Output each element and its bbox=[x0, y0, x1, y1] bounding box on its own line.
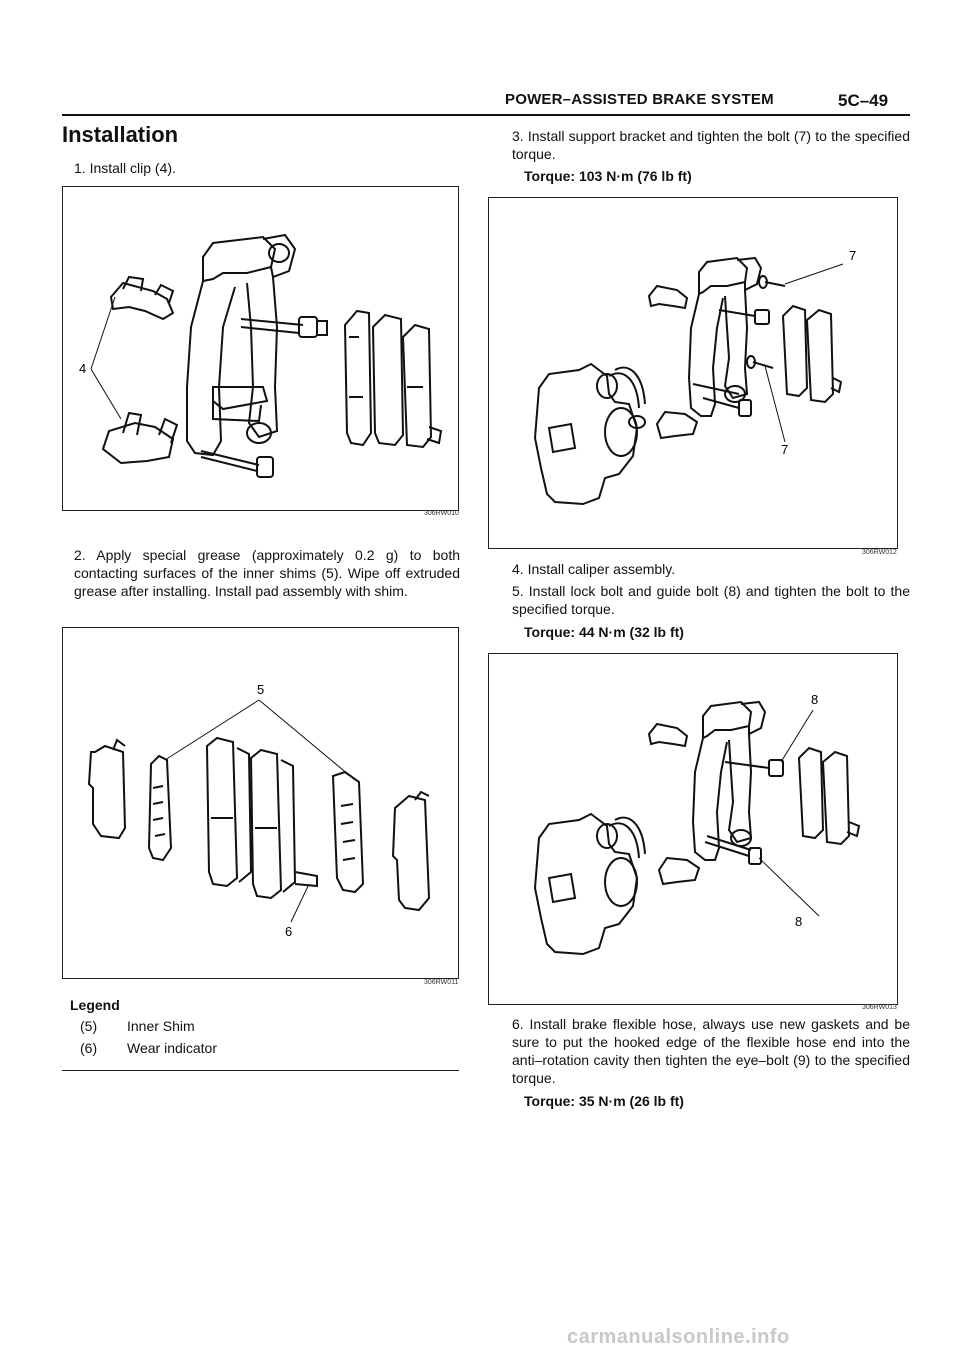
watermark: carmanualsonline.info bbox=[567, 1326, 790, 1348]
figure-pad-shim bbox=[62, 627, 459, 979]
callout-8-bottom: 8 bbox=[795, 914, 803, 929]
page-number: 5C–49 bbox=[838, 91, 889, 110]
figure-code-4: 306RW013 bbox=[862, 1004, 897, 1011]
legend-item-num: (5) bbox=[80, 1018, 98, 1034]
figure-code-2: 306RW011 bbox=[424, 979, 459, 986]
torque-step-5: Torque: 44 N·m (32 lb ft) bbox=[524, 624, 684, 640]
column-end-rule bbox=[62, 1070, 459, 1071]
figure-support-bracket bbox=[488, 197, 898, 549]
figure-caliper-install bbox=[488, 653, 898, 1005]
pad-shim-illustration bbox=[63, 628, 458, 978]
legend-title: Legend bbox=[70, 997, 120, 1013]
step-2: 2. Apply special grease (approximately 0.2 g) to both contacting surfaces of the inner shims (5). Wipe off extruded grease after installing. Install pad assembly with shim. bbox=[74, 547, 460, 599]
legend-item-label: Inner Shim bbox=[127, 1018, 195, 1034]
callout-5: 5 bbox=[257, 682, 265, 697]
figure-code-3: 306RW012 bbox=[862, 549, 897, 556]
header-rule bbox=[62, 114, 910, 116]
step-5: 5. Install lock bolt and guide bolt (8) and tighten the bolt to the specified torque. bbox=[512, 583, 910, 617]
step-4: 4. Install caliper assembly. bbox=[512, 561, 676, 577]
running-header-title: POWER–ASSISTED BRAKE SYSTEM bbox=[505, 91, 774, 108]
figure-clip-install bbox=[62, 186, 459, 511]
step-6: 6. Install brake flexible hose, always use new gaskets and be sure to put the hooked edge of the flexible hose end into the anti–rotation cavity then tighten the eye–bolt (9) to the specified torque. bbox=[512, 1016, 910, 1086]
torque-step-6: Torque: 35 N·m (26 lb ft) bbox=[524, 1093, 684, 1109]
callout-7-bottom: 7 bbox=[781, 442, 789, 457]
caliper-bracket-illustration bbox=[63, 187, 458, 510]
figure-code-1: 306RW010 bbox=[424, 510, 459, 517]
callout-4: 4 bbox=[79, 361, 87, 376]
callout-7-top: 7 bbox=[849, 248, 857, 263]
legend-item-num: (6) bbox=[80, 1040, 98, 1056]
torque-step-3: Torque: 103 N·m (76 lb ft) bbox=[524, 168, 692, 184]
step-1: 1. Install clip (4). bbox=[74, 160, 176, 176]
step-3: 3. Install support bracket and tighten the bolt (7) to the specified torque. bbox=[512, 128, 910, 162]
caliper-install-illustration bbox=[489, 654, 897, 1004]
callout-6: 6 bbox=[285, 924, 293, 939]
callout-8-top: 8 bbox=[811, 692, 819, 707]
section-heading: Installation bbox=[62, 122, 179, 147]
support-bracket-illustration bbox=[489, 198, 897, 548]
legend-item-label: Wear indicator bbox=[127, 1040, 218, 1056]
